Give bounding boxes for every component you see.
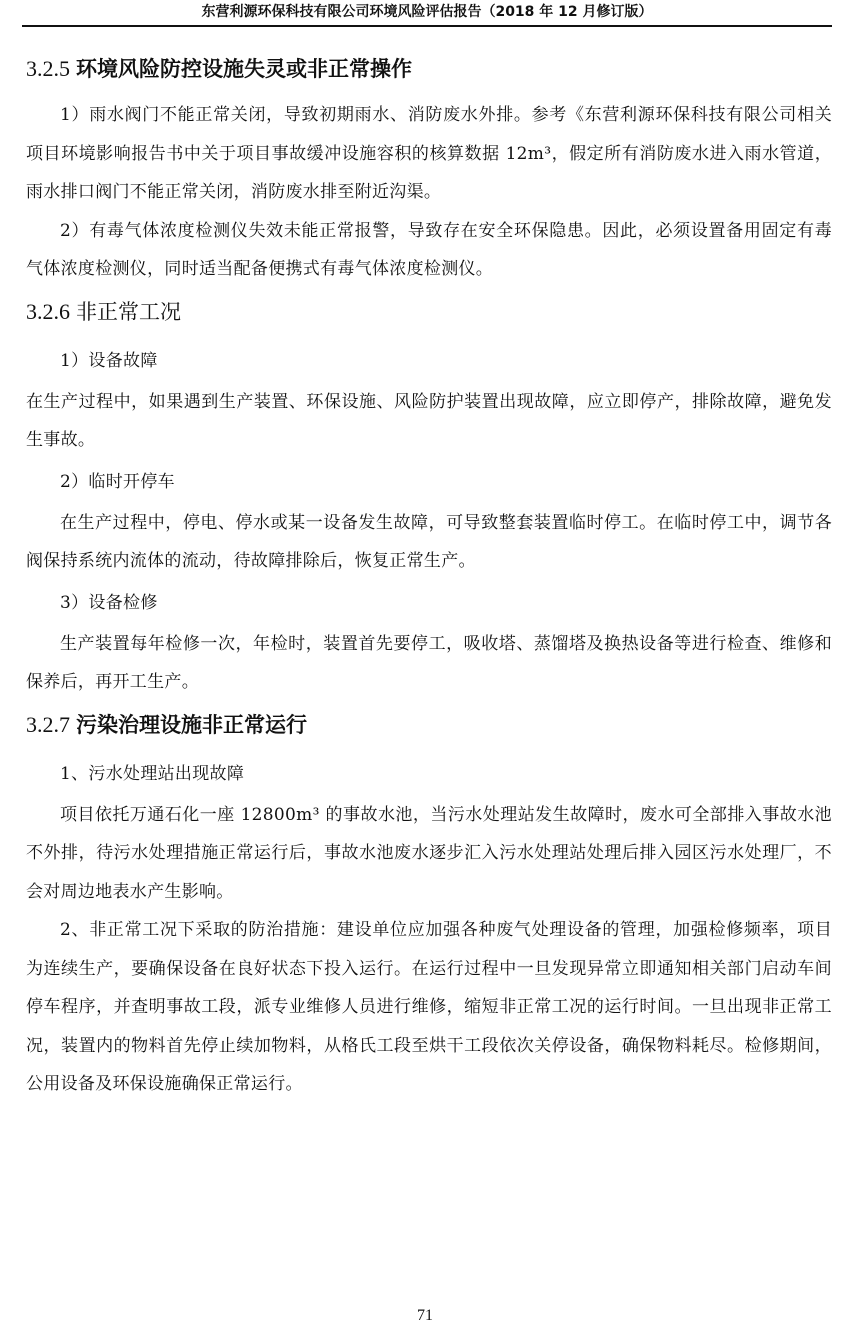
section-title: 非正常工况 [76,299,181,324]
section-heading-3-2-5 [26,46,832,92]
subheading: 2）临时开停车 [60,471,175,492]
paragraph: 1）雨水阀门不能正常关闭，导致初期雨水、消防废水外排。参考《东营利源环保科技有限公司相关项目环境影响报告书中关于项目事故缓冲设施容积的核算数据 12m³，假定所有消防废水进入雨水管道，雨水排口阀门不能正常关闭，消防废水排至附近沟渠。 [26,105,832,202]
header-title: 东营利源环保科技有限公司环境风险评估报告（2018 年 12 月修订版） [201,4,653,20]
section-title: 环境风险防控设施失灵或非正常操作 [76,57,412,81]
page-number: 71 [417,1307,433,1324]
paragraph: 2、非正常工况下采取的防治措施：建设单位应加强各种废气处理设备的管理，加强检修频率，项目为连续生产，要确保设备在良好状态下投入运行。在运行过程中一旦发现异常立即通知相关部门启动车间停车程序，并查明事故工段，派专业维修人员进行维修，缩短非正常工况的运行时间。一旦出现非正常工况，装置内的物料首先停止续加物料，从格氏工段至烘干工段依次关停设备，确保物料耗尽。检修期间，公用设备及环保设施确保正常运行。 [26,920,832,1094]
section-title: 污染治理设施非正常运行 [76,712,307,737]
paragraph: 在生产过程中，停电、停水或某一设备发生故障，可导致整套装置临时停工。在临时停工中，调节各阀保持系统内流体的流动，待故障排除后，恢复正常生产。 [26,512,832,571]
subheading: 1）设备故障 [60,350,158,371]
paragraph: 2）有毒气体浓度检测仪失效未能正常报警，导致存在安全环保隐患。因此，必须设置备用固定有毒气体浓度检测仪，同时适当配备便携式有毒气体浓度检测仪。 [26,220,832,279]
subheading: 1、污水处理站出现故障 [60,763,245,784]
paragraph: 生产装置每年检修一次，年检时，装置首先要停工，吸收塔、蒸馏塔及换热设备等进行检查、维修和保养后，再开工生产。 [26,633,832,692]
paragraph: 在生产过程中，如果遇到生产装置、环保设施、风险防护装置出现故障，应立即停产，排除故障，避免发生事故。 [26,391,832,450]
paragraph: 项目依托万通石化一座 12800m³ 的事故水池，当污水处理站发生故障时，废水可全部排入事故水池不外排，待污水处理措施正常运行后，事故水池废水逐步汇入污水处理站处理后排入园区污水处理厂，不会对周边地表水产生影响。 [26,804,832,902]
subheading: 3）设备检修 [60,592,158,613]
section-number: 3.2.7 [26,711,70,737]
document-body [26,46,832,1104]
section-heading-3-2-7 [26,702,832,748]
section-heading-3-2-6 [26,289,832,335]
section-number: 3.2.6 [26,298,70,324]
section-number: 3.2.5 [26,56,70,81]
page-header [22,0,832,27]
